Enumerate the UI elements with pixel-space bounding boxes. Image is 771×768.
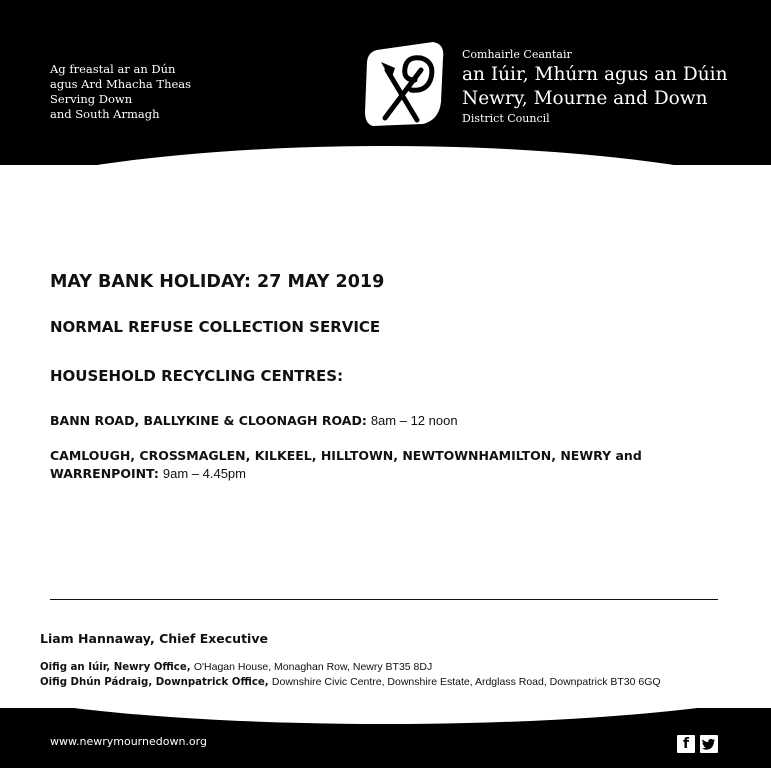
header-curve: [0, 146, 771, 165]
recycling-centre-entry: [50, 447, 730, 483]
council-english-name: Newry, Mourne and Down: [462, 88, 708, 109]
recycling-heading: HOUSEHOLD RECYCLING CENTRES:: [50, 367, 344, 385]
council-irish-name: an Iúir, Mhúrn agus an Dúin: [462, 64, 728, 85]
divider: [50, 599, 718, 600]
tagline-line: Ag freastal ar an Dún: [50, 62, 176, 76]
twitter-icon[interactable]: [700, 735, 718, 753]
tagline-line: Serving Down: [50, 92, 133, 106]
centre-sites: CAMLOUGH, CROSSMAGLEN, KILKEEL, HILLTOWN, NEWTOWNHAMILTON, NEWRY and WARRENPOINT:: [50, 448, 642, 481]
centre-hours: 9am – 4.45pm: [162, 466, 246, 481]
refuse-heading: NORMAL REFUSE COLLECTION SERVICE: [50, 318, 381, 336]
office-name: Oifig Dhún Pádraig, Downpatrick Office,: [40, 677, 269, 688]
council-name: [462, 48, 728, 125]
office-line: [40, 660, 661, 675]
recycling-centre-entry: [50, 412, 730, 430]
council-logo-icon: [363, 40, 447, 128]
website-link[interactable]: www.newrymournedown.org: [50, 735, 207, 748]
office-line: [40, 675, 661, 690]
office-name: Oifig an Iúir, Newry Office,: [40, 662, 191, 673]
header-banner: [0, 0, 771, 165]
office-address: Downshire Civic Centre, Downshire Estate, Ardglass Road, Downpatrick BT30 6GQ: [271, 676, 661, 688]
signatory: Liam Hannaway, Chief Executive: [40, 631, 268, 646]
tagline: [50, 62, 191, 122]
footer-curve: [0, 708, 771, 724]
office-address: O'Hagan House, Monaghan Row, Newry BT35 8DJ: [193, 661, 433, 673]
council-irish-label: Comhairle Ceantair: [462, 48, 572, 61]
twitter-bird-icon: [700, 735, 718, 753]
footer-banner: [0, 708, 771, 768]
council-english-label: District Council: [462, 112, 550, 125]
tagline-line: agus Ard Mhacha Theas: [50, 77, 192, 91]
centre-hours: 8am – 12 noon: [370, 413, 458, 428]
tagline-line: and South Armagh: [50, 107, 160, 121]
facebook-icon[interactable]: f: [677, 735, 695, 753]
office-addresses: [40, 660, 661, 690]
centre-sites: BANN ROAD, BALLYKINE & CLOONAGH ROAD:: [50, 413, 367, 428]
notice-title: MAY BANK HOLIDAY: 27 MAY 2019: [50, 272, 385, 292]
